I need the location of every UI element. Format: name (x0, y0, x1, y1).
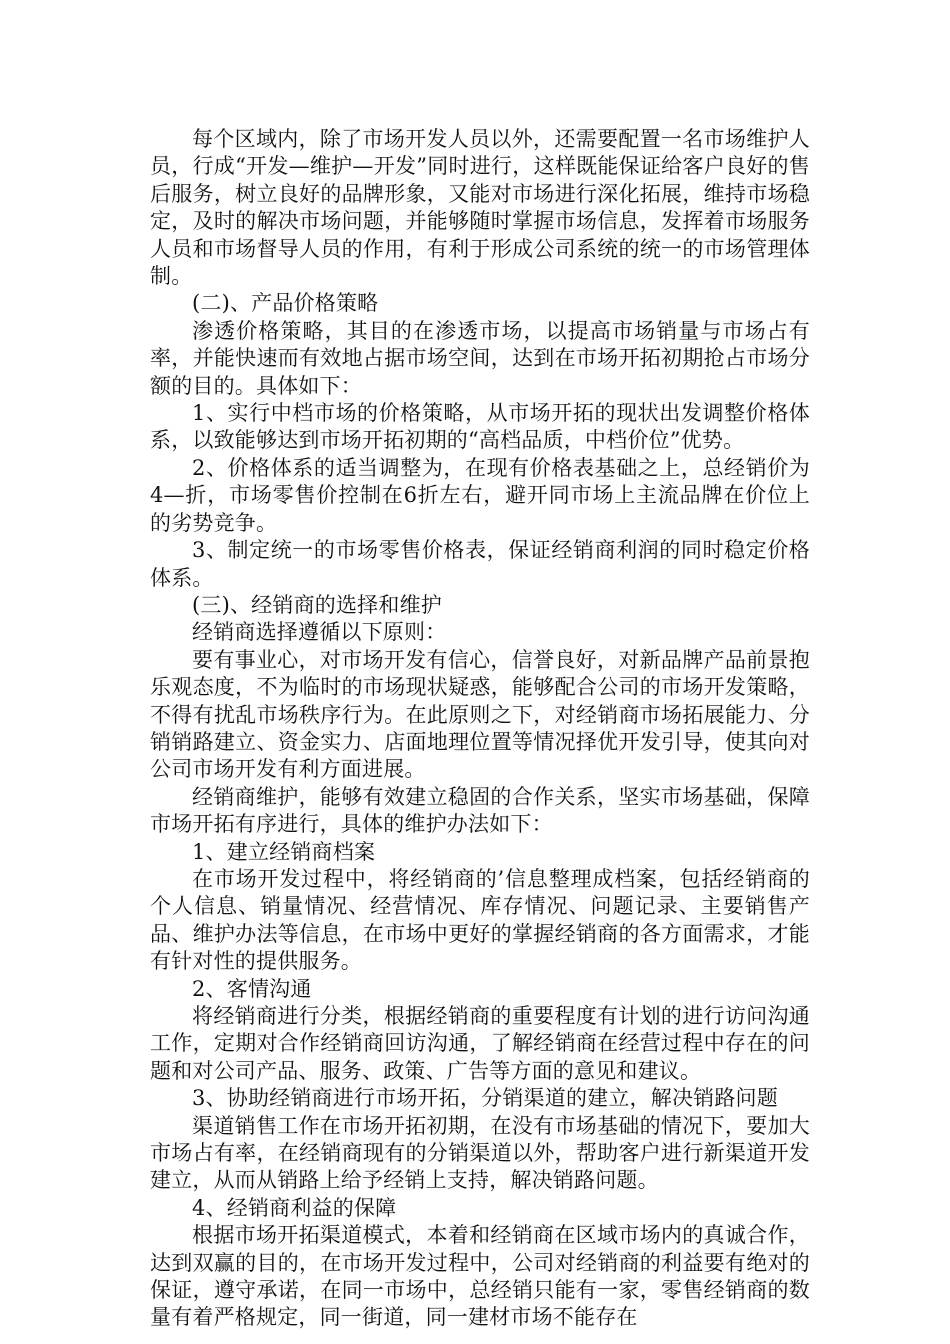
paragraph-dealer-archive: 在市场开发过程中，将经销商的’信息整理成档案，包括经销商的个人信息、销量情况、经营情况、库存情况、问题记录、主要销售产品、维护办法等信息，在市场中更好的掌握经销商的各方面需求，才能有针对性的提供服务。 (150, 866, 810, 974)
document-body (150, 126, 810, 1332)
subheading-dealer-archive: 1、建立经销商档案 (192, 839, 376, 864)
list-item-price-2: 2、价格体系的适当调整为，在现有价格表基础之上，总经销价为4—折，市场零售价控制在6折左右，避开同市场上主流品牌在价位上的劣势竞争。 (150, 455, 810, 535)
subheading-customer-communication: 2、客情沟通 (192, 976, 312, 1001)
subheading-dealer-interest: 4、经销商利益的保障 (192, 1195, 397, 1220)
subheading-assist-market-expansion: 3、协助经销商进行市场开拓，分销渠道的建立，解决销路问题 (192, 1086, 778, 1111)
list-item-price-3: 3、制定统一的市场零售价格表，保证经销商利润的同时稳定价格体系。 (150, 538, 810, 590)
paragraph-dealer-interest: 根据市场开拓渠道模式，本着和经销商在区域市场内的真诚合作，达到双赢的目的，在市场开发过程中，公司对经销商的利益要有绝对的保证，遵守承诺，在同一市场中，总经销只能有一家，零售经销商的数量有着严格规定，同一街道，同一建材市场不能存在 (150, 1223, 810, 1330)
paragraph-selection-principles-intro: 经销商选择遵循以下原则： (192, 620, 447, 645)
paragraph-penetration-pricing: 渗透价格策略，其目的在渗透市场，以提高市场销量与市场占有率，并能快速而有效地占据市场空间，达到在市场开拓初期抢占市场分额的目的。具体如下： (150, 318, 810, 398)
paragraph-selection-principles: 要有事业心，对市场开发有信心，信誉良好，对新品牌产品前景抱乐观态度，不为临时的市场现状疑惑，能够配合公司的市场开发策略，不得有扰乱市场秩序行为。在此原则之下，对经销商市场拓展能力、分销销路建立、资金实力、店面地理位置等情况择优开发引导，使其向对公司市场开发有利方面进展。 (150, 647, 810, 782)
list-item-price-1: 1、实行中档市场的价格策略，从市场开拓的现状出发调整价格体系，以致能够达到市场开拓初期的“高档品质，中档价位”优势。 (150, 401, 810, 453)
paragraph-dealer-maintenance: 经销商维护，能够有效建立稳固的合作关系，坚实市场基础，保障市场开拓有序进行，具体的维护办法如下： (150, 784, 810, 837)
section-heading-price-strategy: (二)、产品价格策略 (192, 291, 379, 316)
paragraph-customer-communication: 将经销商进行分类，根据经销商的重要程度有计划的进行访问沟通工作，定期对合作经销商回访沟通，了解经销商在经营过程中存在的问题和对公司产品、服务、政策、广告等方面的意见和建议。 (150, 1004, 810, 1083)
section-heading-dealer-selection: (三)、经销商的选择和维护 (192, 592, 442, 617)
paragraph-market-maintenance: 每个区域内，除了市场开发人员以外，还需要配置一名市场维护人员，行成“开发—维护—开发”同时进行，这样既能保证给客户良好的售后服务，树立良好的品牌形象，又能对市场进行深化拓展，维持市场稳定，及时的解决市场问题，并能够随时掌握市场信息，发挥着市场服务人员和市场督导人员的作用，有利于形成公司系统的统一的市场管理体制。 (150, 127, 810, 289)
paragraph-assist-market-expansion: 渠道销售工作在市场开拓初期，在没有市场基础的情况下，要加大市场占有率，在经销商现有的分销渠道以外，帮助客户进行新渠道开发建立，从而从销路上给予经销上支持，解决销路问题。 (150, 1113, 810, 1193)
